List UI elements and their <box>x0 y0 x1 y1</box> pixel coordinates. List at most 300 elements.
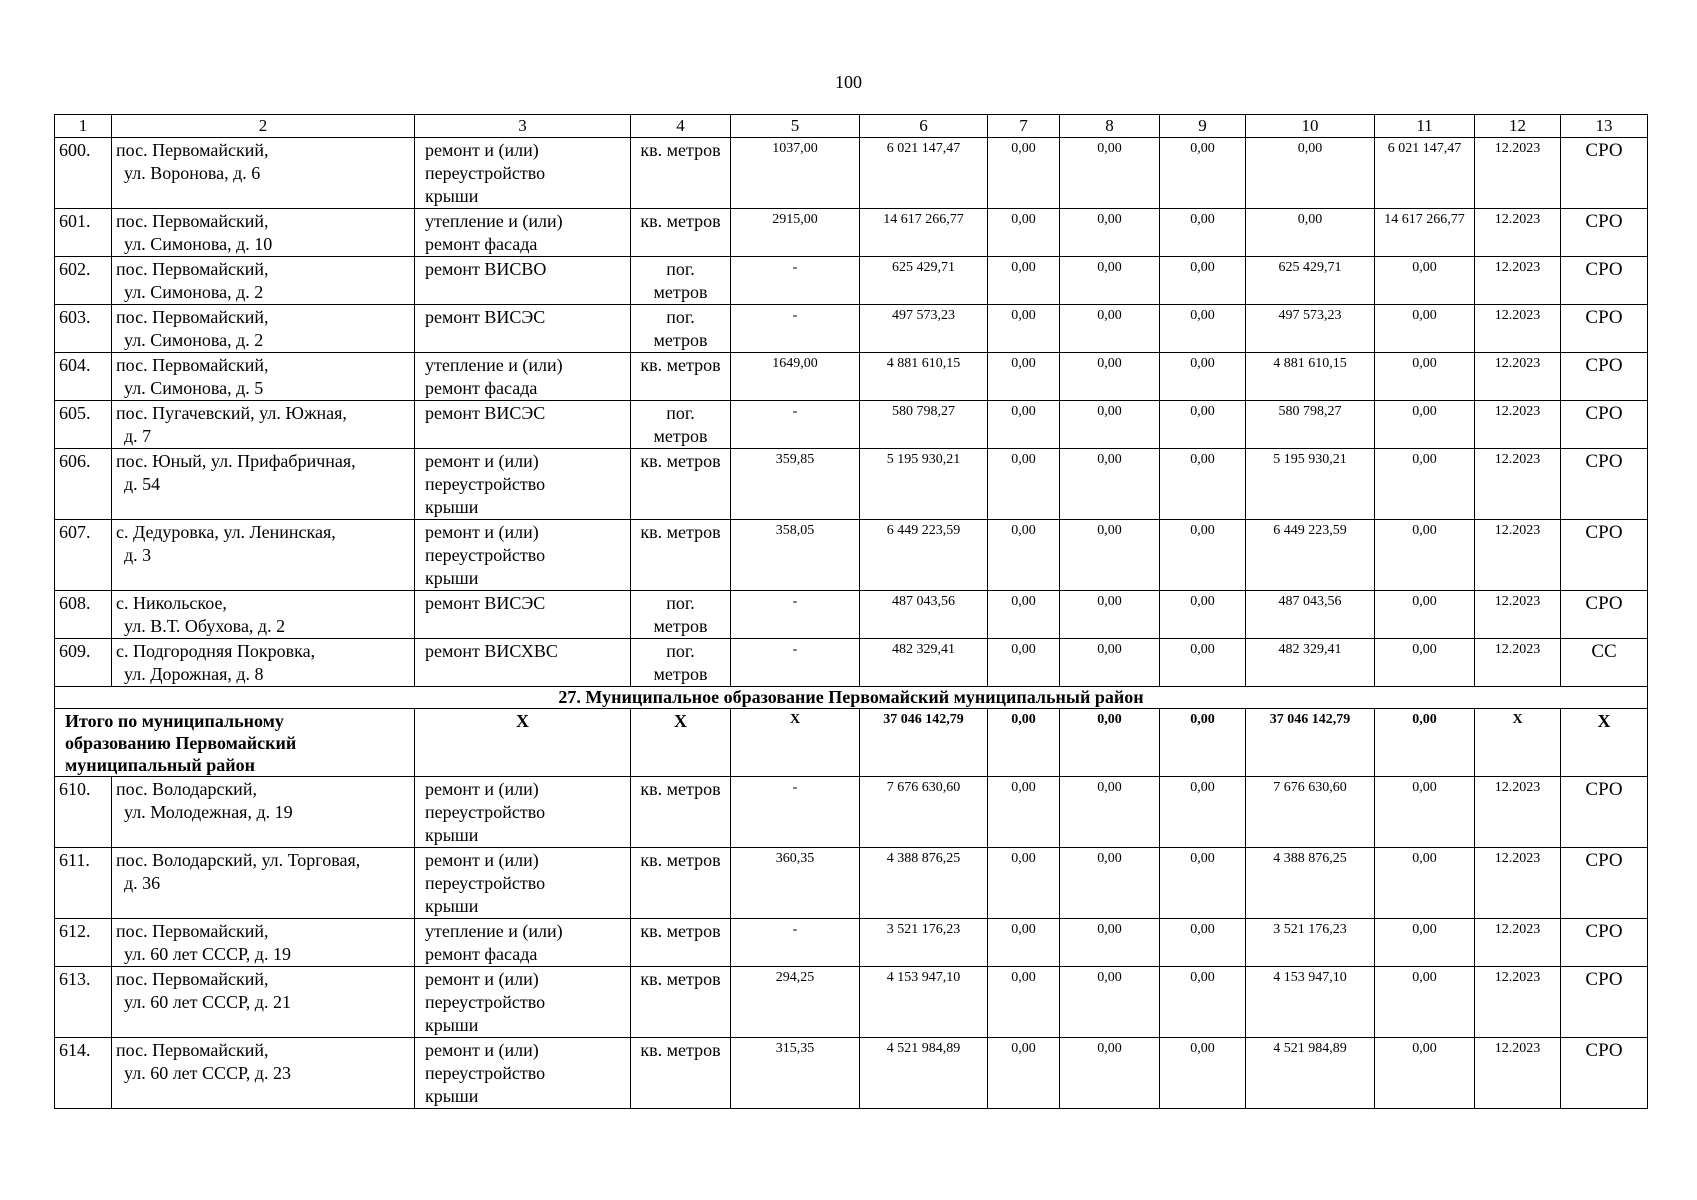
address-line: д. 3 <box>124 545 152 565</box>
address-line: ул. 60 лет СССР, д. 23 <box>124 1063 291 1083</box>
work-type-line: ремонт и (или) <box>425 1040 539 1060</box>
value-cell-c10: 5 195 930,21 <box>1246 449 1375 520</box>
value-cell-c9: 0,00 <box>1160 449 1246 520</box>
address-line: пос. Юный, ул. Прифабричная, <box>116 451 356 471</box>
value-cell-c10: 497 573,23 <box>1246 305 1375 353</box>
table-row <box>55 967 1648 1038</box>
value-cell-c6: 580 798,27 <box>860 401 988 449</box>
work-type-line: утепление и (или) <box>425 211 563 231</box>
work-type-cell <box>415 209 631 257</box>
row-number-cell: 611. <box>55 848 112 919</box>
address-cell <box>112 257 415 305</box>
contractor-cell: СРО <box>1561 449 1648 520</box>
value-cell-c9: 0,00 <box>1160 967 1246 1038</box>
unit-line: метров <box>653 616 708 636</box>
value-cell-c7: 0,00 <box>988 591 1060 639</box>
total-value-c10: 37 046 142,79 <box>1246 709 1375 777</box>
address-line: ул. Симонова, д. 10 <box>124 234 273 254</box>
work-type-line: ремонт ВИСВО <box>425 259 547 279</box>
address-cell <box>112 449 415 520</box>
row-number-cell: 607. <box>55 520 112 591</box>
address-line: ул. Молодежная, д. 19 <box>124 802 293 822</box>
value-cell-c11: 0,00 <box>1375 353 1475 401</box>
work-type-line: переустройство <box>425 873 546 893</box>
total-value-c6: 37 046 142,79 <box>860 709 988 777</box>
table-row <box>55 1038 1648 1109</box>
total-value-c12: X <box>1475 709 1561 777</box>
unit-cell <box>631 305 731 353</box>
work-type-line: ремонт ВИСХВС <box>425 641 558 661</box>
table-row <box>55 257 1648 305</box>
value-cell-c11: 0,00 <box>1375 777 1475 848</box>
work-type-line: переустройство <box>425 545 546 565</box>
total-label-line: муниципальный район <box>65 755 255 775</box>
unit-cell <box>631 257 731 305</box>
value-cell-c12: 12.2023 <box>1475 639 1561 687</box>
value-cell-c6: 497 573,23 <box>860 305 988 353</box>
row-number-cell: 612. <box>55 919 112 967</box>
row-number-cell: 605. <box>55 401 112 449</box>
address-line: пос. Первомайский, <box>116 969 269 989</box>
contractor-cell: СРО <box>1561 919 1648 967</box>
value-cell-c5: 1649,00 <box>731 353 860 401</box>
work-type-line: переустройство <box>425 992 546 1012</box>
value-cell-c9: 0,00 <box>1160 777 1246 848</box>
work-type-cell <box>415 591 631 639</box>
work-type-line: ремонт фасада <box>425 944 538 964</box>
address-cell <box>112 1038 415 1109</box>
unit-cell <box>631 353 731 401</box>
value-cell-c9: 0,00 <box>1160 305 1246 353</box>
work-type-line: ремонт ВИСЭС <box>425 593 546 613</box>
total-label-cell <box>55 709 415 777</box>
address-cell <box>112 353 415 401</box>
address-line: ул. В.Т. Обухова, д. 2 <box>124 616 286 636</box>
address-cell <box>112 967 415 1038</box>
work-type-line: ремонт фасада <box>425 378 538 398</box>
value-cell-c12: 12.2023 <box>1475 257 1561 305</box>
value-cell-c11: 6 021 147,47 <box>1375 138 1475 209</box>
address-line: ул. Симонова, д. 2 <box>124 330 264 350</box>
value-cell-c12: 12.2023 <box>1475 1038 1561 1109</box>
address-cell <box>112 209 415 257</box>
column-number-cell: 3 <box>415 115 631 138</box>
table-row <box>55 449 1648 520</box>
total-x-cell: X <box>415 709 631 777</box>
value-cell-c6: 4 153 947,10 <box>860 967 988 1038</box>
value-cell-c6: 487 043,56 <box>860 591 988 639</box>
value-cell-c10: 4 521 984,89 <box>1246 1038 1375 1109</box>
unit-cell <box>631 777 731 848</box>
contractor-cell: СРО <box>1561 138 1648 209</box>
work-type-line: ремонт фасада <box>425 234 538 254</box>
work-type-cell <box>415 353 631 401</box>
value-cell-c7: 0,00 <box>988 520 1060 591</box>
value-cell-c8: 0,00 <box>1060 591 1160 639</box>
value-cell-c11: 0,00 <box>1375 305 1475 353</box>
value-cell-c6: 4 881 610,15 <box>860 353 988 401</box>
value-cell-c6: 7 676 630,60 <box>860 777 988 848</box>
value-cell-c7: 0,00 <box>988 209 1060 257</box>
value-cell-c7: 0,00 <box>988 777 1060 848</box>
address-line: пос. Володарский, ул. Торговая, <box>116 850 361 870</box>
value-cell-c12: 12.2023 <box>1475 520 1561 591</box>
value-cell-c7: 0,00 <box>988 967 1060 1038</box>
address-cell <box>112 138 415 209</box>
work-type-line: ремонт и (или) <box>425 140 539 160</box>
value-cell-c8: 0,00 <box>1060 138 1160 209</box>
value-cell-c6: 3 521 176,23 <box>860 919 988 967</box>
row-number-cell: 602. <box>55 257 112 305</box>
contractor-cell: СРО <box>1561 401 1648 449</box>
value-cell-c6: 625 429,71 <box>860 257 988 305</box>
contractor-cell: СРО <box>1561 353 1648 401</box>
value-cell-c5: - <box>731 257 860 305</box>
unit-line: кв. метров <box>640 969 721 989</box>
value-cell-c8: 0,00 <box>1060 353 1160 401</box>
table-row <box>55 777 1648 848</box>
address-cell <box>112 919 415 967</box>
address-line: пос. Пугачевский, ул. Южная, <box>116 403 347 423</box>
work-type-line: ремонт и (или) <box>425 522 539 542</box>
work-type-cell <box>415 257 631 305</box>
total-value-c11: 0,00 <box>1375 709 1475 777</box>
value-cell-c6: 5 195 930,21 <box>860 449 988 520</box>
value-cell-c5: 358,05 <box>731 520 860 591</box>
total-row <box>55 709 1648 777</box>
value-cell-c8: 0,00 <box>1060 777 1160 848</box>
work-type-cell <box>415 777 631 848</box>
address-line: пос. Первомайский, <box>116 921 269 941</box>
table-row <box>55 639 1648 687</box>
work-type-line: ремонт ВИСЭС <box>425 403 546 423</box>
value-cell-c6: 6 449 223,59 <box>860 520 988 591</box>
table-row <box>55 353 1648 401</box>
value-cell-c10: 487 043,56 <box>1246 591 1375 639</box>
value-cell-c9: 0,00 <box>1160 848 1246 919</box>
work-type-cell <box>415 401 631 449</box>
row-number-cell: 600. <box>55 138 112 209</box>
unit-line: пог. <box>666 641 695 661</box>
address-cell <box>112 305 415 353</box>
contractor-cell: СРО <box>1561 591 1648 639</box>
total-x-cell: X <box>631 709 731 777</box>
column-number-cell: 2 <box>112 115 415 138</box>
table-row <box>55 305 1648 353</box>
contractor-cell: СРО <box>1561 967 1648 1038</box>
total-value-c8: 0,00 <box>1060 709 1160 777</box>
address-line: пос. Володарский, <box>116 779 257 799</box>
work-type-line: переустройство <box>425 474 546 494</box>
value-cell-c10: 0,00 <box>1246 209 1375 257</box>
unit-line: пог. <box>666 307 695 327</box>
address-line: пос. Первомайский, <box>116 1040 269 1060</box>
unit-line: метров <box>653 664 708 684</box>
row-number-cell: 613. <box>55 967 112 1038</box>
value-cell-c12: 12.2023 <box>1475 919 1561 967</box>
address-line: ул. Воронова, д. 6 <box>124 163 261 183</box>
work-type-line: крыши <box>425 825 479 845</box>
value-cell-c8: 0,00 <box>1060 209 1160 257</box>
work-type-line: крыши <box>425 1086 479 1106</box>
work-type-line: ремонт и (или) <box>425 779 539 799</box>
unit-line: пог. <box>666 593 695 613</box>
work-type-line: крыши <box>425 896 479 916</box>
row-number-cell: 614. <box>55 1038 112 1109</box>
unit-cell <box>631 209 731 257</box>
unit-line: кв. метров <box>640 921 721 941</box>
row-number-cell: 610. <box>55 777 112 848</box>
row-number-cell: 609. <box>55 639 112 687</box>
address-line: пос. Первомайский, <box>116 211 269 231</box>
unit-cell <box>631 401 731 449</box>
work-type-cell <box>415 967 631 1038</box>
unit-cell <box>631 138 731 209</box>
value-cell-c5: - <box>731 305 860 353</box>
value-cell-c5: 294,25 <box>731 967 860 1038</box>
value-cell-c8: 0,00 <box>1060 305 1160 353</box>
value-cell-c7: 0,00 <box>988 401 1060 449</box>
address-line: ул. 60 лет СССР, д. 21 <box>124 992 291 1012</box>
total-value-c5: X <box>731 709 860 777</box>
value-cell-c11: 0,00 <box>1375 639 1475 687</box>
unit-line: пог. <box>666 259 695 279</box>
value-cell-c5: - <box>731 919 860 967</box>
work-type-line: утепление и (или) <box>425 355 563 375</box>
value-cell-c12: 12.2023 <box>1475 967 1561 1038</box>
value-cell-c10: 4 388 876,25 <box>1246 848 1375 919</box>
unit-cell <box>631 1038 731 1109</box>
address-line: д. 36 <box>124 873 161 893</box>
work-type-cell <box>415 520 631 591</box>
work-type-cell <box>415 848 631 919</box>
value-cell-c12: 12.2023 <box>1475 209 1561 257</box>
value-cell-c8: 0,00 <box>1060 257 1160 305</box>
column-number-cell: 4 <box>631 115 731 138</box>
total-value-c9: 0,00 <box>1160 709 1246 777</box>
value-cell-c9: 0,00 <box>1160 401 1246 449</box>
row-number-cell: 606. <box>55 449 112 520</box>
value-cell-c8: 0,00 <box>1060 919 1160 967</box>
value-cell-c5: - <box>731 591 860 639</box>
address-line: ул. 60 лет СССР, д. 19 <box>124 944 291 964</box>
value-cell-c11: 0,00 <box>1375 919 1475 967</box>
value-cell-c5: 2915,00 <box>731 209 860 257</box>
work-type-line: ремонт и (или) <box>425 850 539 870</box>
value-cell-c11: 14 617 266,77 <box>1375 209 1475 257</box>
section-title: 27. Муниципальное образование Первомайский муниципальный район <box>55 687 1648 709</box>
work-type-line: крыши <box>425 1015 479 1035</box>
unit-line: кв. метров <box>640 355 721 375</box>
work-type-cell <box>415 138 631 209</box>
address-cell <box>112 591 415 639</box>
work-type-line: ремонт и (или) <box>425 969 539 989</box>
table-row <box>55 848 1648 919</box>
address-line: д. 7 <box>124 426 152 446</box>
unit-cell <box>631 520 731 591</box>
work-type-cell <box>415 639 631 687</box>
value-cell-c10: 625 429,71 <box>1246 257 1375 305</box>
work-type-line: ремонт ВИСЭС <box>425 307 546 327</box>
value-cell-c7: 0,00 <box>988 848 1060 919</box>
value-cell-c7: 0,00 <box>988 639 1060 687</box>
address-cell <box>112 777 415 848</box>
capital-repair-table <box>54 114 1648 1109</box>
value-cell-c11: 0,00 <box>1375 591 1475 639</box>
column-number-cell: 12 <box>1475 115 1561 138</box>
total-x-cell: X <box>1561 709 1648 777</box>
address-line: ул. Дорожная, д. 8 <box>124 664 264 684</box>
table-row <box>55 919 1648 967</box>
column-number-cell: 8 <box>1060 115 1160 138</box>
table-row <box>55 138 1648 209</box>
value-cell-c8: 0,00 <box>1060 639 1160 687</box>
value-cell-c9: 0,00 <box>1160 257 1246 305</box>
address-line: с. Подгородняя Покровка, <box>116 641 316 661</box>
address-line: ул. Симонова, д. 5 <box>124 378 264 398</box>
value-cell-c7: 0,00 <box>988 919 1060 967</box>
value-cell-c9: 0,00 <box>1160 520 1246 591</box>
value-cell-c11: 0,00 <box>1375 257 1475 305</box>
value-cell-c12: 12.2023 <box>1475 848 1561 919</box>
row-number-cell: 604. <box>55 353 112 401</box>
column-number-cell: 9 <box>1160 115 1246 138</box>
value-cell-c6: 4 521 984,89 <box>860 1038 988 1109</box>
value-cell-c11: 0,00 <box>1375 449 1475 520</box>
address-line: пос. Первомайский, <box>116 140 269 160</box>
value-cell-c11: 0,00 <box>1375 401 1475 449</box>
unit-cell <box>631 639 731 687</box>
value-cell-c10: 7 676 630,60 <box>1246 777 1375 848</box>
value-cell-c12: 12.2023 <box>1475 777 1561 848</box>
work-type-line: утепление и (или) <box>425 921 563 941</box>
value-cell-c7: 0,00 <box>988 449 1060 520</box>
value-cell-c7: 0,00 <box>988 138 1060 209</box>
value-cell-c10: 580 798,27 <box>1246 401 1375 449</box>
work-type-cell <box>415 1038 631 1109</box>
contractor-cell: СРО <box>1561 257 1648 305</box>
value-cell-c9: 0,00 <box>1160 1038 1246 1109</box>
column-number-cell: 6 <box>860 115 988 138</box>
value-cell-c8: 0,00 <box>1060 401 1160 449</box>
value-cell-c12: 12.2023 <box>1475 591 1561 639</box>
column-number-row <box>55 115 1648 138</box>
work-type-line: крыши <box>425 186 479 206</box>
value-cell-c5: 360,35 <box>731 848 860 919</box>
value-cell-c7: 0,00 <box>988 353 1060 401</box>
value-cell-c9: 0,00 <box>1160 209 1246 257</box>
unit-line: кв. метров <box>640 211 721 231</box>
row-number-cell: 601. <box>55 209 112 257</box>
value-cell-c6: 6 021 147,47 <box>860 138 988 209</box>
address-line: пос. Первомайский, <box>116 307 269 327</box>
unit-line: метров <box>653 282 708 302</box>
value-cell-c9: 0,00 <box>1160 353 1246 401</box>
address-cell <box>112 848 415 919</box>
contractor-cell: СС <box>1561 639 1648 687</box>
address-line: ул. Симонова, д. 2 <box>124 282 264 302</box>
work-type-line: крыши <box>425 568 479 588</box>
value-cell-c10: 4 153 947,10 <box>1246 967 1375 1038</box>
address-line: с. Дедуровка, ул. Ленинская, <box>116 522 336 542</box>
value-cell-c12: 12.2023 <box>1475 401 1561 449</box>
value-cell-c10: 0,00 <box>1246 138 1375 209</box>
row-number-cell: 603. <box>55 305 112 353</box>
value-cell-c7: 0,00 <box>988 1038 1060 1109</box>
value-cell-c11: 0,00 <box>1375 520 1475 591</box>
value-cell-c9: 0,00 <box>1160 639 1246 687</box>
unit-line: метров <box>653 426 708 446</box>
value-cell-c9: 0,00 <box>1160 919 1246 967</box>
address-line: пос. Первомайский, <box>116 355 269 375</box>
unit-line: кв. метров <box>640 522 721 542</box>
value-cell-c8: 0,00 <box>1060 449 1160 520</box>
value-cell-c5: - <box>731 777 860 848</box>
value-cell-c10: 6 449 223,59 <box>1246 520 1375 591</box>
value-cell-c11: 0,00 <box>1375 848 1475 919</box>
work-type-cell <box>415 919 631 967</box>
table-row <box>55 591 1648 639</box>
page-number: 100 <box>835 72 862 92</box>
unit-line: кв. метров <box>640 451 721 471</box>
section-row <box>55 687 1648 709</box>
unit-cell <box>631 848 731 919</box>
table-row <box>55 520 1648 591</box>
contractor-cell: СРО <box>1561 1038 1648 1109</box>
value-cell-c5: 315,35 <box>731 1038 860 1109</box>
value-cell-c5: 1037,00 <box>731 138 860 209</box>
value-cell-c9: 0,00 <box>1160 138 1246 209</box>
value-cell-c8: 0,00 <box>1060 520 1160 591</box>
value-cell-c10: 482 329,41 <box>1246 639 1375 687</box>
contractor-cell: СРО <box>1561 209 1648 257</box>
unit-cell <box>631 967 731 1038</box>
total-value-c7: 0,00 <box>988 709 1060 777</box>
value-cell-c11: 0,00 <box>1375 967 1475 1038</box>
value-cell-c6: 4 388 876,25 <box>860 848 988 919</box>
unit-line: кв. метров <box>640 850 721 870</box>
address-line: д. 54 <box>124 474 161 494</box>
value-cell-c8: 0,00 <box>1060 848 1160 919</box>
value-cell-c8: 0,00 <box>1060 1038 1160 1109</box>
value-cell-c11: 0,00 <box>1375 1038 1475 1109</box>
column-number-cell: 1 <box>55 115 112 138</box>
unit-line: кв. метров <box>640 140 721 160</box>
work-type-line: ремонт и (или) <box>425 451 539 471</box>
value-cell-c5: - <box>731 639 860 687</box>
value-cell-c8: 0,00 <box>1060 967 1160 1038</box>
value-cell-c6: 14 617 266,77 <box>860 209 988 257</box>
value-cell-c7: 0,00 <box>988 257 1060 305</box>
address-cell <box>112 639 415 687</box>
value-cell-c5: - <box>731 401 860 449</box>
address-line: пос. Первомайский, <box>116 259 269 279</box>
contractor-cell: СРО <box>1561 305 1648 353</box>
column-number-cell: 10 <box>1246 115 1375 138</box>
work-type-cell <box>415 305 631 353</box>
address-cell <box>112 520 415 591</box>
address-line: с. Никольское, <box>116 593 227 613</box>
work-type-line: переустройство <box>425 163 546 183</box>
contractor-cell: СРО <box>1561 777 1648 848</box>
value-cell-c12: 12.2023 <box>1475 353 1561 401</box>
value-cell-c12: 12.2023 <box>1475 449 1561 520</box>
column-number-cell: 11 <box>1375 115 1475 138</box>
value-cell-c12: 12.2023 <box>1475 305 1561 353</box>
unit-cell <box>631 449 731 520</box>
value-cell-c9: 0,00 <box>1160 591 1246 639</box>
work-type-line: переустройство <box>425 1063 546 1083</box>
